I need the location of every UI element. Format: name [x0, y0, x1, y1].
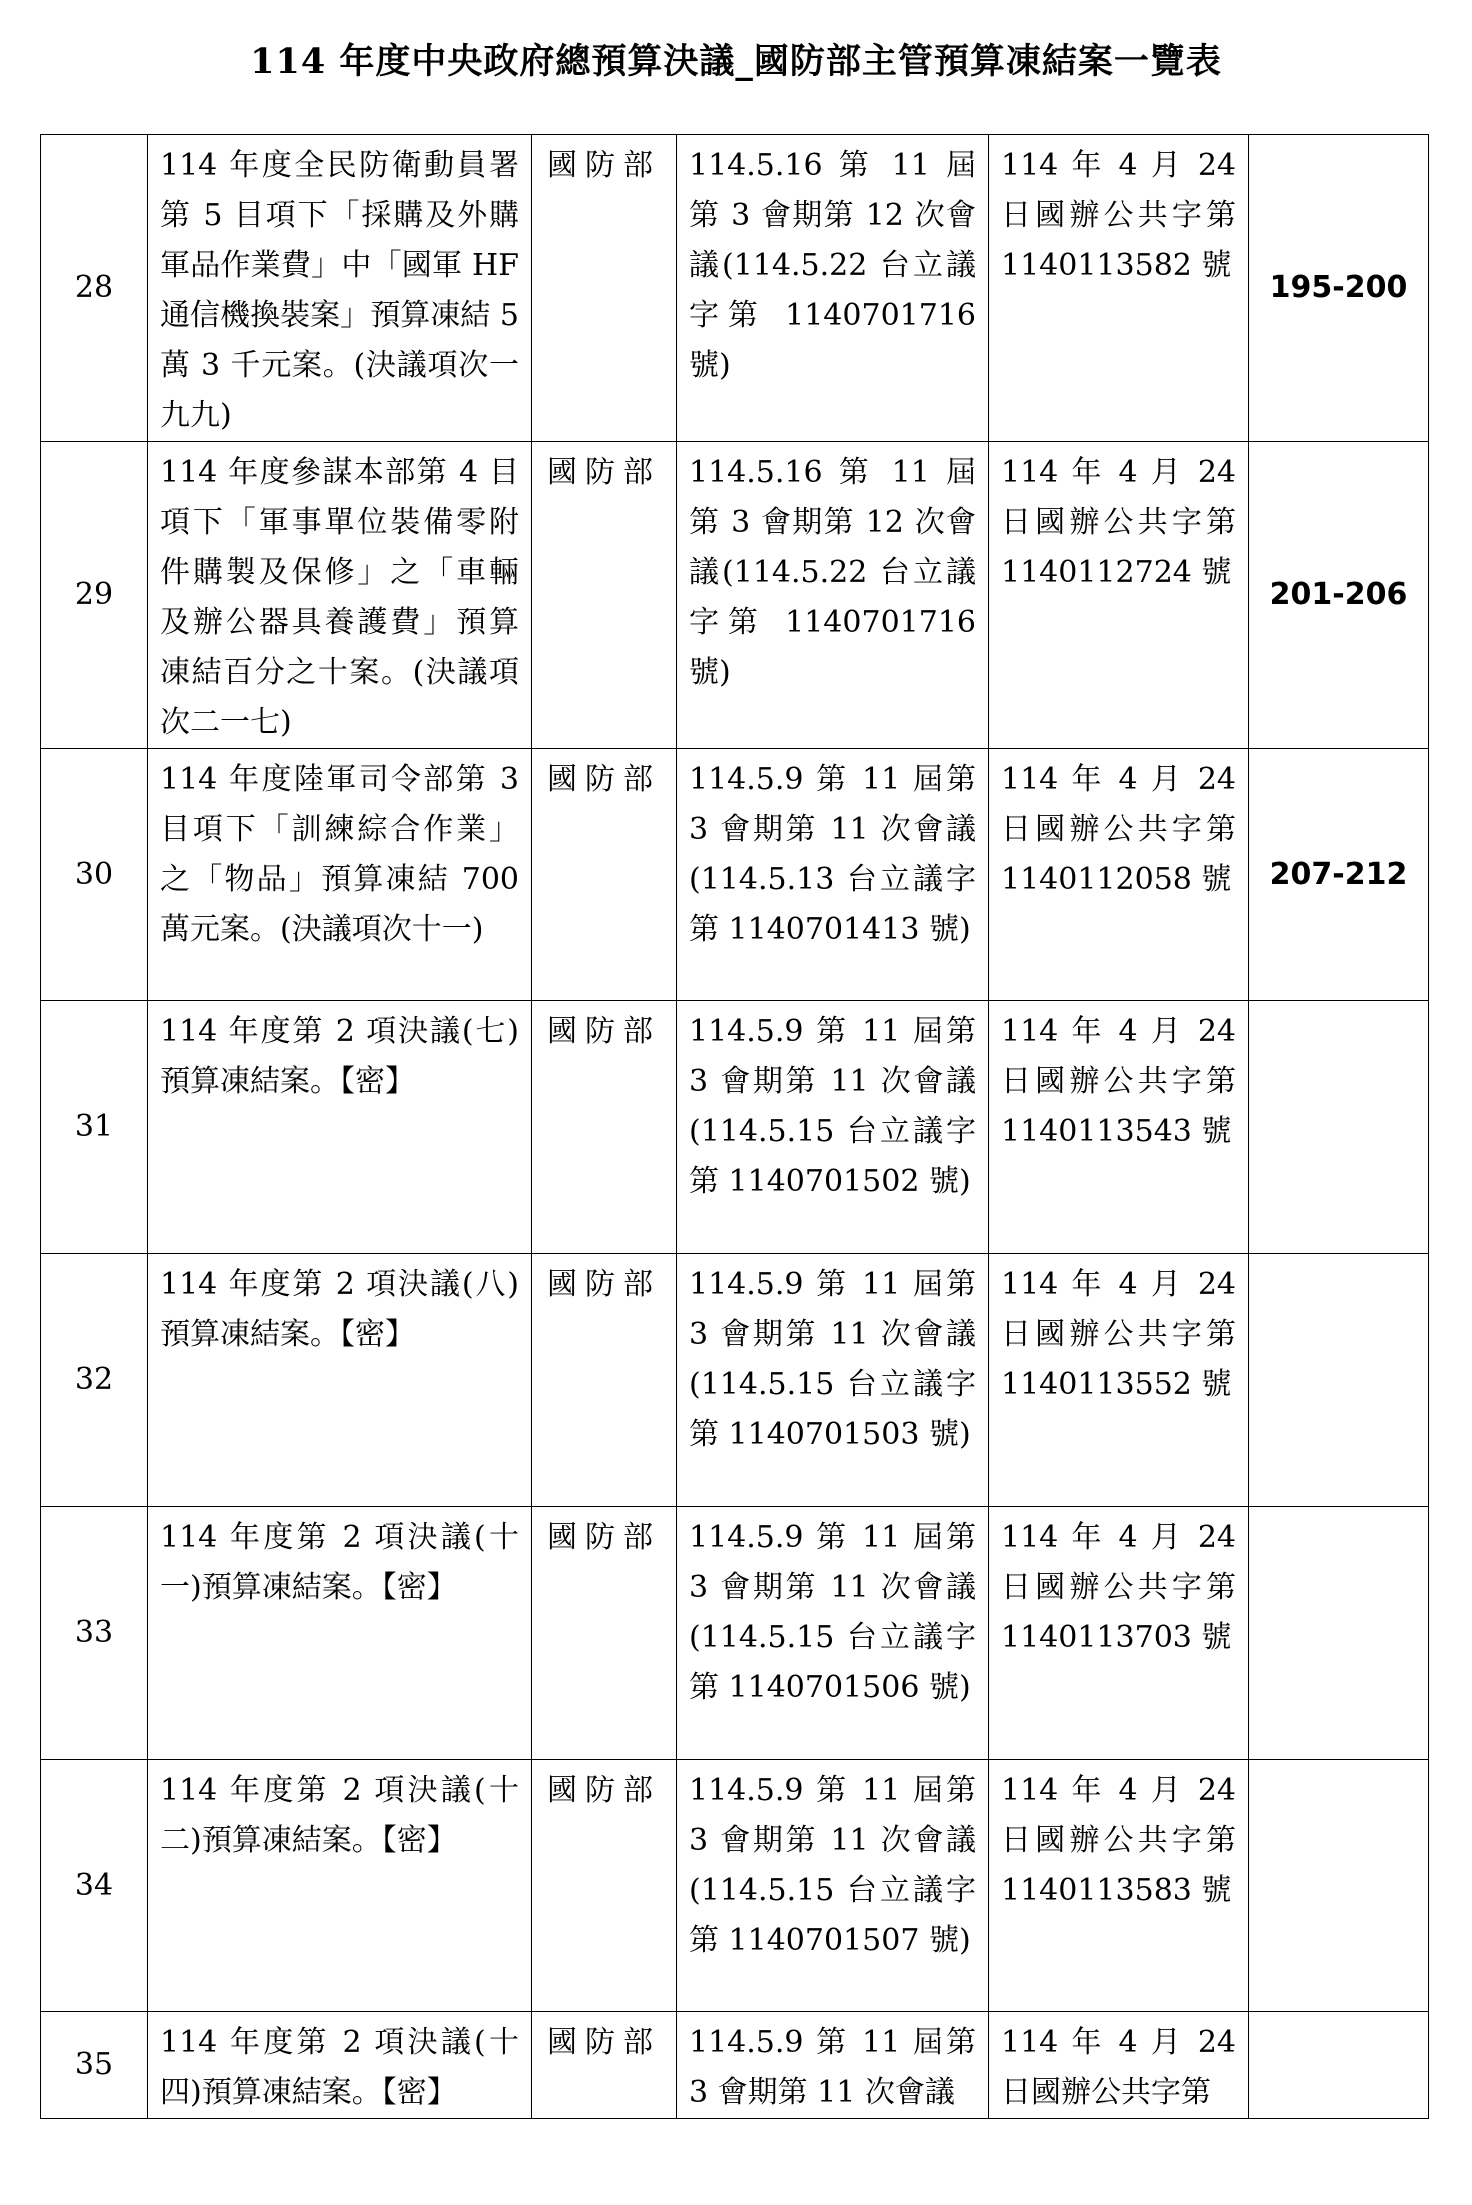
department: 國防部: [532, 442, 677, 749]
row-number: 28: [41, 135, 148, 442]
case-description: 114 年度第 2 項決議(八)預算凍結案。【密】: [148, 1254, 532, 1507]
table-row: [41, 442, 1429, 749]
document-number: 114 年 4 月 24 日國辦公共字第 1140113583 號: [989, 1760, 1249, 2012]
table-row: [41, 749, 1429, 1001]
case-description: 114 年度全民防衛動員署第 5 目項下「採購及外購軍品作業費」中「國軍 HF 通信機換裝案」預算凍結 5 萬 3 千元案。(決議項次一九九): [148, 135, 532, 442]
meeting-reference: 114.5.9 第 11 屆第 3 會期第 11 次會議: [677, 2012, 989, 2119]
page-range: [1249, 1760, 1429, 2012]
document-number: 114 年 4 月 24 日國辦公共字第 1140112058 號: [989, 749, 1249, 1001]
row-number: 34: [41, 1760, 148, 2012]
meeting-reference: 114.5.9 第 11 屆第 3 會期第 11 次會議(114.5.15 台立議字第 1140701506 號): [677, 1507, 989, 1760]
case-description: 114 年度陸軍司令部第 3 目項下「訓練綜合作業」之「物品」預算凍結 700 萬元案。(決議項次十一): [148, 749, 532, 1001]
page-range: 201-206: [1249, 442, 1429, 749]
department: 國防部: [532, 1254, 677, 1507]
case-description: 114 年度第 2 項決議(七)預算凍結案。【密】: [148, 1001, 532, 1254]
department: 國防部: [532, 1760, 677, 2012]
row-number: 35: [41, 2012, 148, 2119]
department: 國防部: [532, 135, 677, 442]
department: 國防部: [532, 1507, 677, 1760]
page-range: 195-200: [1249, 135, 1429, 442]
document-number: 114 年 4 月 24 日國辦公共字第 1140113552 號: [989, 1254, 1249, 1507]
document-number: 114 年 4 月 24 日國辦公共字第 1140113582 號: [989, 135, 1249, 442]
case-description: 114 年度參謀本部第 4 目項下「軍事單位裝備零附件購製及保修」之「車輛及辦公器具養護費」預算凍結百分之十案。(決議項次二一七): [148, 442, 532, 749]
page-range: [1249, 1507, 1429, 1760]
meeting-reference: 114.5.9 第 11 屆第 3 會期第 11 次會議(114.5.13 台立議字第 1140701413 號): [677, 749, 989, 1001]
meeting-reference: 114.5.9 第 11 屆第 3 會期第 11 次會議(114.5.15 台立議字第 1140701507 號): [677, 1760, 989, 2012]
table-row: [41, 1001, 1429, 1254]
document-number: 114 年 4 月 24 日國辦公共字第: [989, 2012, 1249, 2119]
meeting-reference: 114.5.16 第 11 屆第 3 會期第 12 次會議(114.5.22 台立議字第 1140701716 號): [677, 442, 989, 749]
budget-freeze-table: [40, 134, 1429, 2119]
page-range: 207-212: [1249, 749, 1429, 1001]
document-number: 114 年 4 月 24 日國辦公共字第 1140113703 號: [989, 1507, 1249, 1760]
department: 國防部: [532, 1001, 677, 1254]
page-range: [1249, 2012, 1429, 2119]
table-row: [41, 2012, 1429, 2119]
meeting-reference: 114.5.9 第 11 屆第 3 會期第 11 次會議(114.5.15 台立議字第 1140701503 號): [677, 1254, 989, 1507]
case-description: 114 年度第 2 項決議(十一)預算凍結案。【密】: [148, 1507, 532, 1760]
department: 國防部: [532, 2012, 677, 2119]
meeting-reference: 114.5.16 第 11 屆第 3 會期第 12 次會議(114.5.22 台立議字第 1140701716 號): [677, 135, 989, 442]
table-row: [41, 135, 1429, 442]
row-number: 32: [41, 1254, 148, 1507]
table-row: [41, 1507, 1429, 1760]
department: 國防部: [532, 749, 677, 1001]
row-number: 31: [41, 1001, 148, 1254]
row-number: 30: [41, 749, 148, 1001]
table-row: [41, 1760, 1429, 2012]
page-title: 114 年度中央政府總預算決議_國防部主管預算凍結案一覽表: [250, 41, 1222, 82]
document-number: 114 年 4 月 24 日國辦公共字第 1140112724 號: [989, 442, 1249, 749]
row-number: 33: [41, 1507, 148, 1760]
document-number: 114 年 4 月 24 日國辦公共字第 1140113543 號: [989, 1001, 1249, 1254]
row-number: 29: [41, 442, 148, 749]
table-row: [41, 1254, 1429, 1507]
case-description: 114 年度第 2 項決議(十四)預算凍結案。【密】: [148, 2012, 532, 2119]
page-range: [1249, 1254, 1429, 1507]
case-description: 114 年度第 2 項決議(十二)預算凍結案。【密】: [148, 1760, 532, 2012]
page-range: [1249, 1001, 1429, 1254]
meeting-reference: 114.5.9 第 11 屆第 3 會期第 11 次會議(114.5.15 台立議字第 1140701502 號): [677, 1001, 989, 1254]
